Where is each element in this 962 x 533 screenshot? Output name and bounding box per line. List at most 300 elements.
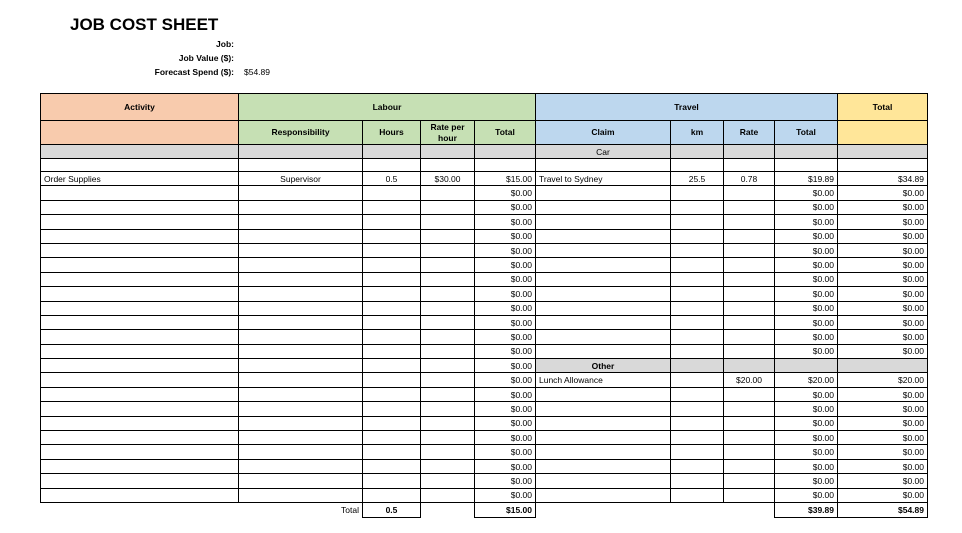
table-row [41, 200, 928, 214]
meta-label: Job Value ($): [178, 53, 234, 63]
km-cell[interactable] [671, 330, 724, 344]
activity-cell[interactable] [41, 186, 239, 200]
hours-cell[interactable] [363, 186, 421, 200]
travel-total-cell: $0.00 [775, 474, 838, 488]
travel-rate-cell[interactable] [724, 402, 775, 416]
table-row [41, 474, 928, 488]
header-travel-total: Total [775, 121, 838, 145]
claim-cell[interactable] [536, 387, 671, 401]
hours-cell[interactable] [363, 330, 421, 344]
activity-cell[interactable] [41, 215, 239, 229]
responsibility-cell[interactable] [239, 488, 363, 502]
total-cell: $0.00 [838, 459, 928, 473]
empty-cell [724, 502, 775, 517]
km-cell[interactable] [671, 387, 724, 401]
activity-cell[interactable] [41, 344, 239, 358]
hours-cell[interactable] [363, 315, 421, 329]
rate-per-hour-cell[interactable] [421, 373, 475, 387]
travel-total-cell: $0.00 [775, 229, 838, 243]
total-cell: $0.00 [838, 272, 928, 286]
hours-cell[interactable] [363, 229, 421, 243]
travel-rate-cell[interactable] [724, 301, 775, 315]
header-responsibility: Responsibility [239, 121, 363, 145]
km-cell[interactable] [671, 488, 724, 502]
hours-cell[interactable] [363, 344, 421, 358]
activity-cell[interactable] [41, 301, 239, 315]
travel-rate-cell[interactable] [724, 387, 775, 401]
responsibility-cell[interactable]: Supervisor [239, 172, 363, 186]
hours-cell[interactable] [363, 301, 421, 315]
hours-cell[interactable]: 0.5 [363, 172, 421, 186]
grey-cell [475, 145, 536, 159]
table-row [41, 287, 928, 301]
responsibility-cell[interactable] [239, 416, 363, 430]
rate-per-hour-cell[interactable] [421, 431, 475, 445]
km-cell[interactable] [671, 402, 724, 416]
totals-labour: $15.00 [475, 502, 536, 517]
total-cell: $0.00 [838, 287, 928, 301]
km-cell[interactable] [671, 344, 724, 358]
responsibility-cell[interactable] [239, 387, 363, 401]
empty-cell [671, 502, 724, 517]
spacer-cell [838, 159, 928, 172]
empty-cell [421, 502, 475, 517]
travel-total-cell: $0.00 [775, 488, 838, 502]
km-cell[interactable] [671, 373, 724, 387]
activity-cell[interactable] [41, 315, 239, 329]
km-cell[interactable] [671, 229, 724, 243]
totals-hours: 0.5 [363, 502, 421, 517]
spacer-cell [724, 159, 775, 172]
table-row [41, 344, 928, 358]
labour-total-cell: $0.00 [475, 243, 536, 257]
header-total-sub [838, 121, 928, 145]
hours-cell[interactable] [363, 387, 421, 401]
total-cell: $0.00 [838, 344, 928, 358]
empty-cell [41, 502, 239, 517]
travel-rate-cell[interactable] [724, 330, 775, 344]
rate-per-hour-cell[interactable] [421, 488, 475, 502]
hours-cell[interactable] [363, 445, 421, 459]
km-cell[interactable] [671, 315, 724, 329]
header-claim: Claim [536, 121, 671, 145]
km-cell[interactable]: 25.5 [671, 172, 724, 186]
labour-total-cell: $0.00 [475, 301, 536, 315]
labour-total-cell: $0.00 [475, 402, 536, 416]
column-header-row [41, 121, 928, 145]
activity-cell[interactable] [41, 359, 239, 373]
responsibility-cell[interactable] [239, 258, 363, 272]
claim-cell[interactable] [536, 200, 671, 214]
labour-total-cell: $0.00 [475, 229, 536, 243]
responsibility-cell[interactable] [239, 330, 363, 344]
grey-cell [671, 359, 724, 373]
hours-cell[interactable] [363, 258, 421, 272]
km-cell[interactable] [671, 301, 724, 315]
travel-total-cell: $19.89 [775, 172, 838, 186]
travel-rate-cell[interactable] [724, 287, 775, 301]
total-cell: $0.00 [838, 474, 928, 488]
claim-cell[interactable]: Travel to Sydney [536, 172, 671, 186]
car-section-row [41, 145, 928, 159]
hours-cell[interactable] [363, 359, 421, 373]
spacer-cell [475, 159, 536, 172]
travel-total-cell: $0.00 [775, 387, 838, 401]
grey-cell [838, 145, 928, 159]
total-cell: $0.00 [838, 186, 928, 200]
labour-total-cell: $0.00 [475, 488, 536, 502]
meta-label: Forecast Spend ($): [154, 67, 234, 77]
total-cell: $0.00 [838, 416, 928, 430]
table-row [41, 373, 928, 387]
labour-total-cell: $0.00 [475, 431, 536, 445]
rate-per-hour-cell[interactable] [421, 330, 475, 344]
hours-cell[interactable] [363, 373, 421, 387]
header-hours: Hours [363, 121, 421, 145]
table-row [41, 272, 928, 286]
travel-rate-cell[interactable] [724, 200, 775, 214]
header-activity-sub [41, 121, 239, 145]
table-row [41, 186, 928, 200]
rate-per-hour-cell[interactable] [421, 474, 475, 488]
responsibility-cell[interactable] [239, 186, 363, 200]
responsibility-cell[interactable] [239, 359, 363, 373]
labour-total-cell: $0.00 [475, 416, 536, 430]
activity-cell[interactable] [41, 402, 239, 416]
table-row [41, 416, 928, 430]
table-row [41, 488, 928, 502]
activity-cell[interactable] [41, 330, 239, 344]
travel-total-cell: $0.00 [775, 272, 838, 286]
activity-cell[interactable] [41, 474, 239, 488]
table-row [41, 301, 928, 315]
rate-per-hour-cell[interactable] [421, 387, 475, 401]
rate-per-hour-cell[interactable] [421, 459, 475, 473]
total-cell: $0.00 [838, 445, 928, 459]
total-cell [838, 359, 928, 373]
grey-cell [724, 359, 775, 373]
header-travel: Travel [536, 94, 838, 121]
travel-total-cell: $0.00 [775, 200, 838, 214]
travel-rate-cell[interactable] [724, 186, 775, 200]
labour-total-cell: $0.00 [475, 215, 536, 229]
claim-cell[interactable] [536, 402, 671, 416]
hours-cell[interactable] [363, 272, 421, 286]
table-row [41, 243, 928, 257]
total-cell: $0.00 [838, 215, 928, 229]
rate-per-hour-cell[interactable] [421, 243, 475, 257]
claim-cell[interactable]: Lunch Allowance [536, 373, 671, 387]
activity-cell[interactable] [41, 229, 239, 243]
labour-total-cell: $0.00 [475, 330, 536, 344]
rate-per-hour-cell[interactable] [421, 229, 475, 243]
activity-cell[interactable] [41, 488, 239, 502]
activity-cell[interactable] [41, 272, 239, 286]
section-other-label: Other [536, 359, 671, 373]
rate-per-hour-cell[interactable] [421, 315, 475, 329]
hours-cell[interactable] [363, 431, 421, 445]
travel-rate-cell[interactable] [724, 272, 775, 286]
activity-cell[interactable] [41, 287, 239, 301]
activity-cell[interactable] [41, 387, 239, 401]
totals-label: Total [341, 505, 359, 516]
responsibility-cell[interactable] [239, 445, 363, 459]
travel-rate-cell[interactable] [724, 459, 775, 473]
header-rate: Rate [724, 121, 775, 145]
labour-total-cell: $0.00 [475, 373, 536, 387]
travel-rate-cell[interactable] [724, 258, 775, 272]
table-row [41, 330, 928, 344]
table-row [41, 359, 928, 373]
rate-per-hour-cell[interactable] [421, 301, 475, 315]
spacer-cell [239, 159, 363, 172]
claim-cell[interactable] [536, 445, 671, 459]
activity-cell[interactable] [41, 243, 239, 257]
km-cell[interactable] [671, 459, 724, 473]
travel-total-cell: $0.00 [775, 243, 838, 257]
rate-per-hour-cell[interactable] [421, 272, 475, 286]
rate-per-hour-cell[interactable]: $30.00 [421, 172, 475, 186]
total-cell: $34.89 [838, 172, 928, 186]
table-row [41, 402, 928, 416]
empty-cell [536, 502, 671, 517]
job-cost-table [40, 93, 928, 518]
travel-total-cell: $0.00 [775, 258, 838, 272]
total-cell: $0.00 [838, 200, 928, 214]
travel-rate-cell[interactable] [724, 229, 775, 243]
labour-total-cell: $0.00 [475, 315, 536, 329]
responsibility-cell[interactable] [239, 402, 363, 416]
total-cell: $0.00 [838, 330, 928, 344]
responsibility-cell[interactable] [239, 229, 363, 243]
responsibility-cell[interactable] [239, 474, 363, 488]
total-cell: $0.00 [838, 301, 928, 315]
travel-rate-cell[interactable] [724, 431, 775, 445]
responsibility-cell[interactable] [239, 272, 363, 286]
spacer-row [41, 159, 928, 172]
travel-rate-cell[interactable]: 0.78 [724, 172, 775, 186]
total-cell: $0.00 [838, 402, 928, 416]
spacer-cell [775, 159, 838, 172]
km-cell[interactable] [671, 186, 724, 200]
labour-total-cell: $0.00 [475, 359, 536, 373]
total-cell: $0.00 [838, 229, 928, 243]
rate-per-hour-cell[interactable] [421, 402, 475, 416]
totals-travel: $39.89 [775, 502, 838, 517]
hours-cell[interactable] [363, 402, 421, 416]
travel-total-cell: $0.00 [775, 445, 838, 459]
hours-cell[interactable] [363, 459, 421, 473]
spacer-cell [671, 159, 724, 172]
table-row [41, 229, 928, 243]
activity-cell[interactable] [41, 258, 239, 272]
labour-total-cell: $0.00 [475, 459, 536, 473]
responsibility-cell[interactable] [239, 315, 363, 329]
hours-cell[interactable] [363, 215, 421, 229]
labour-total-cell: $0.00 [475, 272, 536, 286]
activity-cell[interactable]: Order Supplies [41, 172, 239, 186]
travel-rate-cell[interactable] [724, 315, 775, 329]
table-row [41, 459, 928, 473]
activity-cell[interactable] [41, 373, 239, 387]
total-cell: $0.00 [838, 258, 928, 272]
travel-total-cell: $0.00 [775, 402, 838, 416]
activity-cell[interactable] [41, 431, 239, 445]
claim-cell[interactable] [536, 258, 671, 272]
responsibility-cell[interactable] [239, 373, 363, 387]
travel-rate-cell[interactable] [724, 488, 775, 502]
km-cell[interactable] [671, 431, 724, 445]
labour-total-cell: $0.00 [475, 387, 536, 401]
rate-per-hour-cell[interactable] [421, 258, 475, 272]
rate-per-hour-cell[interactable] [421, 186, 475, 200]
travel-total-cell: $0.00 [775, 287, 838, 301]
claim-cell[interactable] [536, 301, 671, 315]
total-cell: $0.00 [838, 315, 928, 329]
claim-cell[interactable] [536, 287, 671, 301]
claim-cell[interactable] [536, 272, 671, 286]
hours-cell[interactable] [363, 200, 421, 214]
rate-per-hour-cell[interactable] [421, 445, 475, 459]
travel-total-cell: $0.00 [775, 416, 838, 430]
header-activity: Activity [41, 94, 239, 121]
grey-cell [724, 145, 775, 159]
claim-cell[interactable] [536, 315, 671, 329]
responsibility-cell[interactable] [239, 459, 363, 473]
meta-value[interactable]: $54.89 [244, 67, 270, 77]
claim-cell[interactable] [536, 229, 671, 243]
total-cell: $0.00 [838, 488, 928, 502]
activity-cell[interactable] [41, 459, 239, 473]
travel-total-cell: $0.00 [775, 215, 838, 229]
labour-total-cell: $0.00 [475, 474, 536, 488]
claim-cell[interactable] [536, 488, 671, 502]
labour-total-cell: $0.00 [475, 200, 536, 214]
km-cell[interactable] [671, 272, 724, 286]
table-row [41, 315, 928, 329]
hours-cell[interactable] [363, 287, 421, 301]
grey-cell [775, 359, 838, 373]
totals-row [41, 502, 928, 517]
travel-rate-cell[interactable] [724, 474, 775, 488]
labour-total-cell: $0.00 [475, 445, 536, 459]
total-cell: $20.00 [838, 373, 928, 387]
grey-cell [421, 145, 475, 159]
table-row [41, 215, 928, 229]
spacer-cell [41, 159, 239, 172]
km-cell[interactable] [671, 474, 724, 488]
travel-rate-cell[interactable] [724, 445, 775, 459]
travel-total-cell: $0.00 [775, 344, 838, 358]
labour-total-cell: $0.00 [475, 344, 536, 358]
header-labour-total: Total [475, 121, 536, 145]
travel-total-cell: $0.00 [775, 459, 838, 473]
km-cell[interactable] [671, 445, 724, 459]
claim-cell[interactable] [536, 243, 671, 257]
claim-cell[interactable] [536, 416, 671, 430]
total-cell: $0.00 [838, 431, 928, 445]
table-row [41, 387, 928, 401]
travel-total-cell: $0.00 [775, 186, 838, 200]
responsibility-cell[interactable] [239, 200, 363, 214]
km-cell[interactable] [671, 243, 724, 257]
travel-rate-cell[interactable] [724, 243, 775, 257]
rate-per-hour-cell[interactable] [421, 215, 475, 229]
km-cell[interactable] [671, 215, 724, 229]
group-header-row [41, 94, 928, 121]
travel-total-cell: $0.00 [775, 315, 838, 329]
claim-cell[interactable] [536, 431, 671, 445]
travel-rate-cell[interactable] [724, 215, 775, 229]
claim-cell[interactable] [536, 215, 671, 229]
grey-cell [671, 145, 724, 159]
travel-total-cell: $0.00 [775, 330, 838, 344]
travel-total-cell: $0.00 [775, 431, 838, 445]
section-car-label: Car [536, 145, 671, 159]
table-row [41, 445, 928, 459]
header-km: km [671, 121, 724, 145]
rate-per-hour-cell[interactable] [421, 287, 475, 301]
grey-cell [775, 145, 838, 159]
hours-cell[interactable] [363, 488, 421, 502]
rate-per-hour-cell[interactable] [421, 200, 475, 214]
km-cell[interactable] [671, 258, 724, 272]
rate-per-hour-cell[interactable] [421, 359, 475, 373]
travel-rate-cell[interactable]: $20.00 [724, 373, 775, 387]
total-cell: $0.00 [838, 243, 928, 257]
header-labour: Labour [239, 94, 536, 121]
claim-cell[interactable] [536, 330, 671, 344]
labour-total-cell: $0.00 [475, 258, 536, 272]
km-cell[interactable] [671, 287, 724, 301]
km-cell[interactable] [671, 416, 724, 430]
grey-cell [41, 145, 239, 159]
responsibility-cell[interactable] [239, 301, 363, 315]
responsibility-cell[interactable] [239, 344, 363, 358]
activity-cell[interactable] [41, 200, 239, 214]
spacer-cell [363, 159, 421, 172]
rate-per-hour-cell[interactable] [421, 416, 475, 430]
grey-cell [239, 145, 363, 159]
activity-cell[interactable] [41, 416, 239, 430]
claim-cell[interactable] [536, 474, 671, 488]
spacer-cell [421, 159, 475, 172]
header-total: Total [838, 94, 928, 121]
claim-cell[interactable] [536, 186, 671, 200]
rate-per-hour-cell[interactable] [421, 344, 475, 358]
labour-total-cell: $0.00 [475, 287, 536, 301]
totals-grand: $54.89 [838, 502, 928, 517]
hours-cell[interactable] [363, 243, 421, 257]
travel-total-cell: $20.00 [775, 373, 838, 387]
hours-cell[interactable] [363, 416, 421, 430]
km-cell[interactable] [671, 200, 724, 214]
grey-cell [363, 145, 421, 159]
responsibility-cell[interactable] [239, 431, 363, 445]
responsibility-cell[interactable] [239, 215, 363, 229]
table-row [41, 172, 928, 186]
responsibility-cell[interactable] [239, 243, 363, 257]
hours-cell[interactable] [363, 474, 421, 488]
travel-rate-cell[interactable] [724, 416, 775, 430]
claim-cell[interactable] [536, 459, 671, 473]
claim-cell[interactable] [536, 344, 671, 358]
travel-rate-cell[interactable] [724, 344, 775, 358]
meta-label: Job: [216, 39, 234, 49]
header-rate-per-hour: Rate per hour [421, 121, 475, 145]
activity-cell[interactable] [41, 445, 239, 459]
responsibility-cell[interactable] [239, 287, 363, 301]
